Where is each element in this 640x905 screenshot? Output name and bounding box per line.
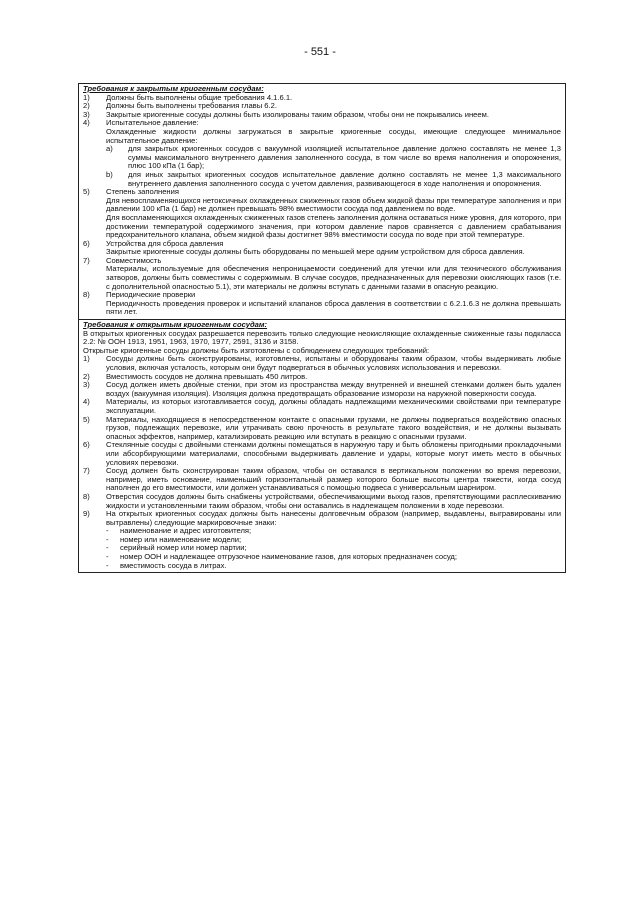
item-text: Должны быть выполнены общие требования 4.1.6.1.: [106, 92, 293, 102]
item-paragraph: Закрытые криогенные сосуды должны быть оборудованы по меньшей мере одним устройством для сброса давления.: [106, 247, 525, 257]
intro-paragraph: В открытых криогенных сосудах разрешается перевозить только следующие неокисляющие охлажденные сжиженные газы подкласса 2.2: № ООН 1913, 1951, 1963, 1970, 1977, 2591, 3136 и 3158.: [83, 328, 561, 347]
closed-vessels-title: Требования к закрытым криогенным сосудам:: [83, 84, 264, 93]
bullet-dash: -: [106, 552, 109, 562]
item-number: 1): [83, 354, 90, 364]
item-number: 6): [83, 238, 90, 248]
bullet-text: вместимость сосуда в литрах.: [120, 560, 227, 570]
item-number: 2): [83, 371, 90, 381]
list-item: [83, 291, 561, 317]
item-number: 3): [83, 109, 90, 119]
item-number: 4): [83, 118, 90, 128]
list-item: [83, 381, 561, 398]
item-number: 5): [83, 414, 90, 424]
item-text: Вместимость сосудов не должна превышать 450 литров.: [106, 371, 308, 381]
item-text: Материалы, находящиеся в непосредственном контакте с опасными грузами, не должны подвергаться воздействию опасных грузов, подлежащих перевозке, или утрачивать свою прочность в результате такого воздействия, и не должны вызывать опасных эффектов, например, катализировать реакцию или вступать в реакцию с опасными грузами.: [106, 414, 561, 441]
list-item: [83, 416, 561, 442]
list-item: [83, 510, 561, 570]
item-heading: Устройства для сброса давления: [106, 238, 224, 248]
item-text: Сосуд должен быть сконструирован таким образом, чтобы он оставался в вертикальном положении во время перевозки, например, иметь основание, наименьший горизонтальный размер которого больше высоты центра тяжести, когда сосуд наполнен до его вместимости, или должен устанавливаться с помощью подвеса с универсальным шарниром.: [106, 466, 561, 493]
sub-item-label: b): [106, 169, 113, 179]
bullet-text: номер ООН и надлежащее отгрузочное наименование газов, для которых предназначен сосуд;: [120, 552, 457, 562]
item-content: [106, 119, 561, 188]
item-content: [106, 240, 561, 257]
bullet-text: наименование и адрес изготовителя;: [120, 526, 252, 536]
item-number: 6): [83, 440, 90, 450]
item-content: [106, 510, 561, 570]
list-item: [83, 493, 561, 510]
closed-vessels-section: [79, 84, 565, 319]
list-item: [83, 257, 561, 291]
item-text: Должны быть выполнены требования главы 6.2.: [106, 101, 277, 111]
bullet-dash: -: [106, 534, 109, 544]
sub-item-label: a): [106, 144, 113, 154]
item-number: 9): [83, 509, 90, 519]
item-number: 7): [83, 255, 90, 265]
list-item: [83, 119, 561, 188]
item-paragraph: Для невоспламеняющихся нетоксичных охлажденных сжиженных газов объем жидкой фазы при температуре заполнения и при давлении 100 кПа (1 бар) не должен превышать 98% вместимости сосуда под давлением по воде.: [106, 195, 561, 214]
item-text: Отверстия сосудов должны быть снабжены устройствами, обеспечивающими выход газов, препятствующими расплескиванию жидкости и установленными таким образом, чтобы они оставались в надлежащем положении в ходе перевозки.: [106, 491, 561, 510]
open-vessels-section: [79, 319, 565, 572]
item-number: 8): [83, 491, 90, 501]
open-vessels-title: Требования к открытым криогенным сосудам:: [83, 320, 268, 330]
item-content: [106, 188, 561, 240]
item-number: 7): [83, 466, 90, 476]
list-item: [83, 240, 561, 257]
bullet-text: номер или наименование модели;: [120, 534, 242, 544]
list-item: [83, 188, 561, 240]
item-text: На открытых криогенных сосудах должны быть нанесены долговечным образом (например, выдавлены, выгравированы или вытравлены) следующие маркировочные знаки:: [106, 509, 561, 527]
list-item: [83, 467, 561, 493]
item-number: 1): [83, 92, 90, 102]
requirements-table: [78, 83, 566, 573]
bullet-dash: -: [106, 543, 109, 553]
list-item: [83, 441, 561, 467]
item-text: Сосуды должны быть сконструированы, изготовлены, испытаны и оборудованы таким образом, чтобы выдерживать любые условия, включая усталость, которым они будут подвергаться в обычных условиях использования и перевозки.: [106, 354, 561, 372]
page-number: - 551 -: [304, 46, 336, 58]
item-paragraph: Периодичность проведения проверок и испытаний клапанов сброса давления в соответствии с 6.2.1.6.3 не должна превышать пяти лет.: [106, 298, 561, 317]
item-text: Стеклянные сосуды с двойными стенками должны помещаться в наружную тару и быть обложены пригодными прокладочными или абсорбирующими материалами, способными выдерживать давление и удары, которые могут иметь место в обычных условиях перевозки.: [106, 440, 561, 467]
intro-paragraph: Открытые криогенные сосуды должны быть изготовлены с соблюдением следующих требований:: [83, 345, 430, 355]
item-text: Закрытые криогенные сосуды должны быть изолированы таким образом, чтобы они не покрывались инеем.: [106, 109, 489, 119]
item-heading: Периодические проверки: [106, 290, 196, 300]
item-paragraph: Для воспламеняющихся охлажденных сжиженных газов степень заполнения должна оставаться ниже уровня, для которого, при достижении температурой содержимого значения, при котором давление паров сравняется с давлением срабатывания предохранительного клапана, объем жидкой фазы достигнет 98% вместимости сосуда по воде при этой температуре.: [106, 212, 561, 240]
sub-item: [106, 171, 561, 188]
item-heading: Испытательное давление:: [106, 118, 199, 128]
sub-item-text: для закрытых криогенных сосудов с вакуумной изоляцией испытательное давление должно составлять не менее 1,3 суммы максимального внутреннего давления заполненного сосуда, в том числе во время наполнения и опорожнения, плюс 100 кПа (1 бар);: [128, 144, 561, 171]
item-number: 3): [83, 380, 90, 390]
item-number: 5): [83, 187, 90, 197]
item-text: Материалы, из которых изготавливается сосуд, должны обладать надлежащими механическими свойствами при температуре эксплуатации.: [106, 397, 561, 415]
bullet-dash: -: [106, 526, 109, 536]
item-paragraph: Материалы, используемые для обеспечения непроницаемости соединений для утечки или для технического обслуживания затворов, должны быть совместимы с содержимым. В случае сосудов, предназначенных для перевозки окисляющих газов (т.е. с дополнительной опасностью 5.1), эти материалы не должны вступать с данными газами в опасную реакцию.: [106, 264, 561, 291]
item-paragraph: Охлажденные жидкости должны загружаться в закрытые криогенные сосуды, имеющие следующее минимальное испытательное давление:: [106, 126, 561, 145]
list-item: [83, 398, 561, 415]
bullet-text: серийный номер или номер партии;: [120, 543, 247, 553]
bullet-dash: -: [106, 560, 109, 570]
list-item: [83, 355, 561, 372]
item-number: 2): [83, 101, 90, 111]
item-text: Сосуд должен иметь двойные стенки, при этом из пространства между внутренней и внешней стенками должен быть удален воздух (вакуумная изоляция). Изоляция должна предотвращать образование изморози на наружной поверхности сосуда.: [106, 380, 561, 398]
item-content: [106, 291, 561, 317]
item-number: 4): [83, 397, 90, 407]
item-heading: Степень заполнения: [106, 187, 179, 197]
marking-bullet: [106, 562, 561, 571]
sub-item: [106, 145, 561, 171]
sub-item-text: для иных закрытых криогенных сосудов испытательное давление должно составлять не менее 1,3 максимального внутреннего давления заполненного сосуда с учетом давления, развивающегося в ходе наполнения и опорожнения.: [128, 169, 561, 188]
item-number: 8): [83, 290, 90, 300]
item-heading: Совместимость: [106, 255, 162, 265]
item-content: [106, 257, 561, 291]
